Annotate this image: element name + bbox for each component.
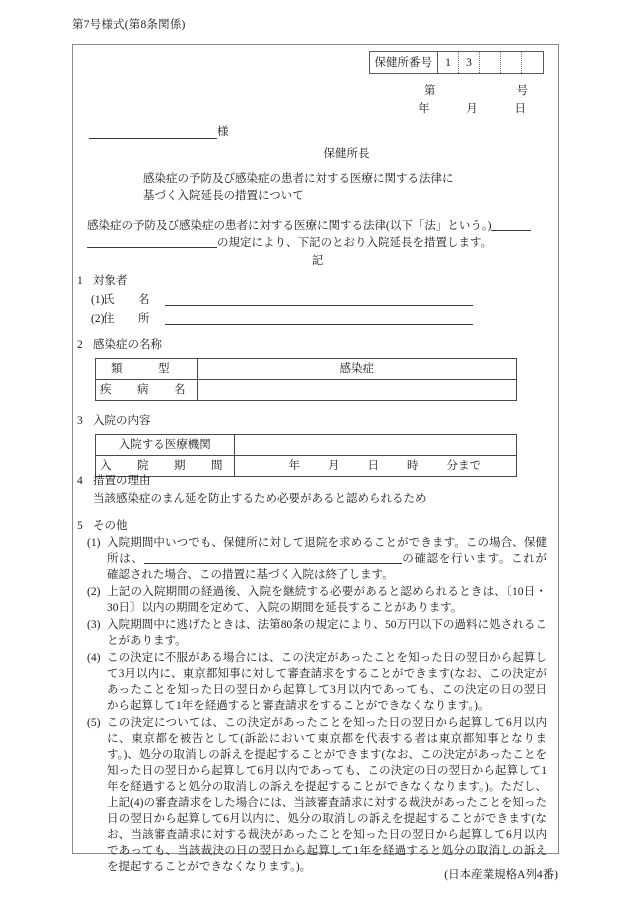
section-1 bbox=[73, 273, 543, 327]
date-day-label: 日 bbox=[514, 103, 526, 115]
other-item-5-index: (5) bbox=[87, 717, 101, 729]
section-5-heading: その他 bbox=[93, 520, 128, 532]
subject-address-input[interactable] bbox=[165, 311, 473, 325]
other-item-4-index: (4) bbox=[87, 652, 101, 664]
disease-name-value[interactable] bbox=[197, 380, 517, 401]
issuer-label: 保健所長 bbox=[323, 148, 370, 160]
section-4-heading: 措置の理由 bbox=[93, 475, 151, 487]
body-paragraph-part-1: 感染症の予防及び感染症の患者に対する医療に関する法律(以下「法」という。) bbox=[87, 220, 492, 232]
period-minute-label: 分まで bbox=[446, 460, 481, 472]
addressee-suffix: 様 bbox=[217, 126, 229, 138]
hospitalization-table bbox=[95, 434, 517, 477]
other-item-2-body: 上記の入院期間の経過後、入院を継続する必要があると認められるときは、〔10日・30日〕以内の期間を定めて、入院の期間を延長することがあります。 bbox=[107, 586, 547, 614]
section-5 bbox=[73, 518, 547, 875]
period-day-label: 日 bbox=[367, 460, 379, 472]
disease-name-table bbox=[95, 358, 517, 401]
medical-institution-value[interactable] bbox=[234, 435, 517, 456]
hospitalization-period-label: 入 院 期 間 bbox=[96, 456, 235, 477]
other-item-5 bbox=[73, 715, 547, 875]
health-center-digit-1[interactable]: 1 bbox=[438, 52, 459, 73]
document-title bbox=[143, 171, 523, 205]
period-year-label: 年 bbox=[288, 460, 300, 472]
discharge-condition-blank[interactable] bbox=[144, 551, 402, 564]
subject-name-index: (1) bbox=[91, 294, 105, 306]
body-paragraph bbox=[87, 218, 549, 252]
form-number-label: 第7号様式(第8条関係) bbox=[72, 19, 186, 31]
table-row-disease-name bbox=[96, 380, 517, 401]
ki-marker: 記 bbox=[311, 255, 324, 267]
section-3-heading: 入院の内容 bbox=[93, 415, 151, 427]
other-item-3-index: (3) bbox=[87, 619, 101, 631]
body-paragraph-part-2: の規定により、下記のとおり入院延長を措置します。 bbox=[217, 237, 493, 249]
table-row-medical-institution bbox=[96, 435, 517, 456]
paper-size-note: (日本産業規格A列4番) bbox=[444, 869, 558, 881]
law-article-blank-2[interactable] bbox=[87, 235, 217, 248]
other-item-4 bbox=[73, 650, 547, 714]
document-title-line-2: 基づく入院延長の措置について bbox=[143, 190, 304, 202]
subject-address-row bbox=[73, 311, 543, 327]
other-item-1-body bbox=[107, 535, 547, 583]
other-item-1-text-after: の確認を行います。これが確認された場合、この措置に基づく入院は終了します。 bbox=[107, 553, 547, 581]
other-item-3 bbox=[73, 617, 547, 649]
addressee-input-blank[interactable] bbox=[89, 126, 217, 139]
section-2 bbox=[73, 337, 543, 401]
health-center-number-box bbox=[369, 51, 545, 74]
other-item-1-text-before: 入院期間中いつでも、保健所に対して退院を求めることができます。この場合、保健所は、 bbox=[107, 537, 547, 565]
health-center-digit-3[interactable] bbox=[480, 52, 501, 73]
table-row-disease-type bbox=[96, 359, 517, 380]
section-4-reason-text: 当該感染症のまん延を防止するため必要があると認められるため bbox=[93, 493, 427, 505]
disease-type-value[interactable]: 感染症 bbox=[197, 359, 517, 380]
section-1-number: 1 bbox=[77, 275, 83, 287]
other-item-1-index: (1) bbox=[87, 537, 101, 549]
document-number-date bbox=[414, 82, 534, 116]
doc-number-suffix: 号 bbox=[516, 85, 528, 97]
health-center-digit-4[interactable] bbox=[501, 52, 522, 73]
addressee-line bbox=[89, 123, 229, 139]
subject-address-index: (2) bbox=[91, 313, 105, 325]
other-item-2-index: (2) bbox=[87, 586, 101, 598]
doc-number-prefix: 第 bbox=[424, 85, 436, 97]
disease-type-label: 類 型 bbox=[96, 359, 198, 380]
section-3-number: 3 bbox=[77, 415, 83, 427]
section-2-number: 2 bbox=[77, 339, 83, 351]
other-item-2 bbox=[73, 584, 547, 616]
subject-name-label: 氏 名 bbox=[103, 294, 156, 306]
date-month-label: 月 bbox=[466, 103, 478, 115]
section-2-heading: 感染症の名称 bbox=[93, 339, 162, 351]
other-item-1 bbox=[73, 535, 547, 583]
subject-name-row bbox=[73, 292, 543, 308]
other-item-4-body: この決定に不服がある場合には、この決定があったことを知った日の翌日から起算して3月以内に、東京都知事に対して審査請求をすることができます(なお、この決定があったことを知った日の翌日から起算して3月以内であっても、この決定の日の翌日から起算して1年を経過すると審査請求をすることができなくなります。)。 bbox=[107, 652, 547, 712]
other-item-3-body: 入院期間中に逃げたときは、法第80条の規定により、50万円以下の過料に処されることがあります。 bbox=[107, 619, 547, 647]
health-center-number-label: 保健所番号 bbox=[370, 52, 439, 73]
form-sheet bbox=[72, 44, 559, 873]
section-4-number: 4 bbox=[77, 475, 83, 487]
section-4 bbox=[73, 473, 543, 507]
document-title-line-1: 感染症の予防及び感染症の患者に対する医療に関する法律に bbox=[143, 173, 454, 185]
subject-address-label: 住 所 bbox=[103, 313, 156, 325]
health-center-digit-2[interactable]: 3 bbox=[459, 52, 480, 73]
medical-institution-label: 入院する医療機関 bbox=[96, 435, 235, 456]
health-center-digit-5[interactable] bbox=[522, 52, 543, 73]
period-hour-label: 時 bbox=[407, 460, 419, 472]
other-item-5-body: この決定については、この決定があったことを知った日の翌日から起算して6月以内に、東京都を被告として(訴訟において東京都を代表する者は東京都知事となります。)、処分の取消しの訴えを提起することができます(なお、この決定があったことを知った日の翌日から起算して6月以内であっても、この決定の日の翌日から起算して1年を経過すると処分の取消しの訴えを提起することができなくなります。)。ただし、上記(4)の審査請求をした場合には、当該審査請求に対する裁決があったことを知った日の翌日から起算して6月以内に、処分の取消しの訴えを提起することができます(なお、当該審査請求に対する裁決があったことを知った日の翌日から起算して6月以内であっても、当該裁決の日の翌日から起算して1年を経過すると処分の取消しの訴えを提起することができなくなります。)。 bbox=[107, 717, 547, 873]
section-3 bbox=[73, 413, 543, 477]
section-5-number: 5 bbox=[77, 520, 83, 532]
section-1-heading: 対象者 bbox=[93, 275, 128, 287]
health-center-digit-cells bbox=[438, 52, 543, 73]
disease-name-label: 疾 病 名 bbox=[96, 380, 198, 401]
date-year-label: 年 bbox=[418, 103, 430, 115]
subject-name-input[interactable] bbox=[165, 292, 473, 306]
period-month-label: 月 bbox=[328, 460, 340, 472]
law-article-blank-1[interactable] bbox=[491, 218, 531, 231]
